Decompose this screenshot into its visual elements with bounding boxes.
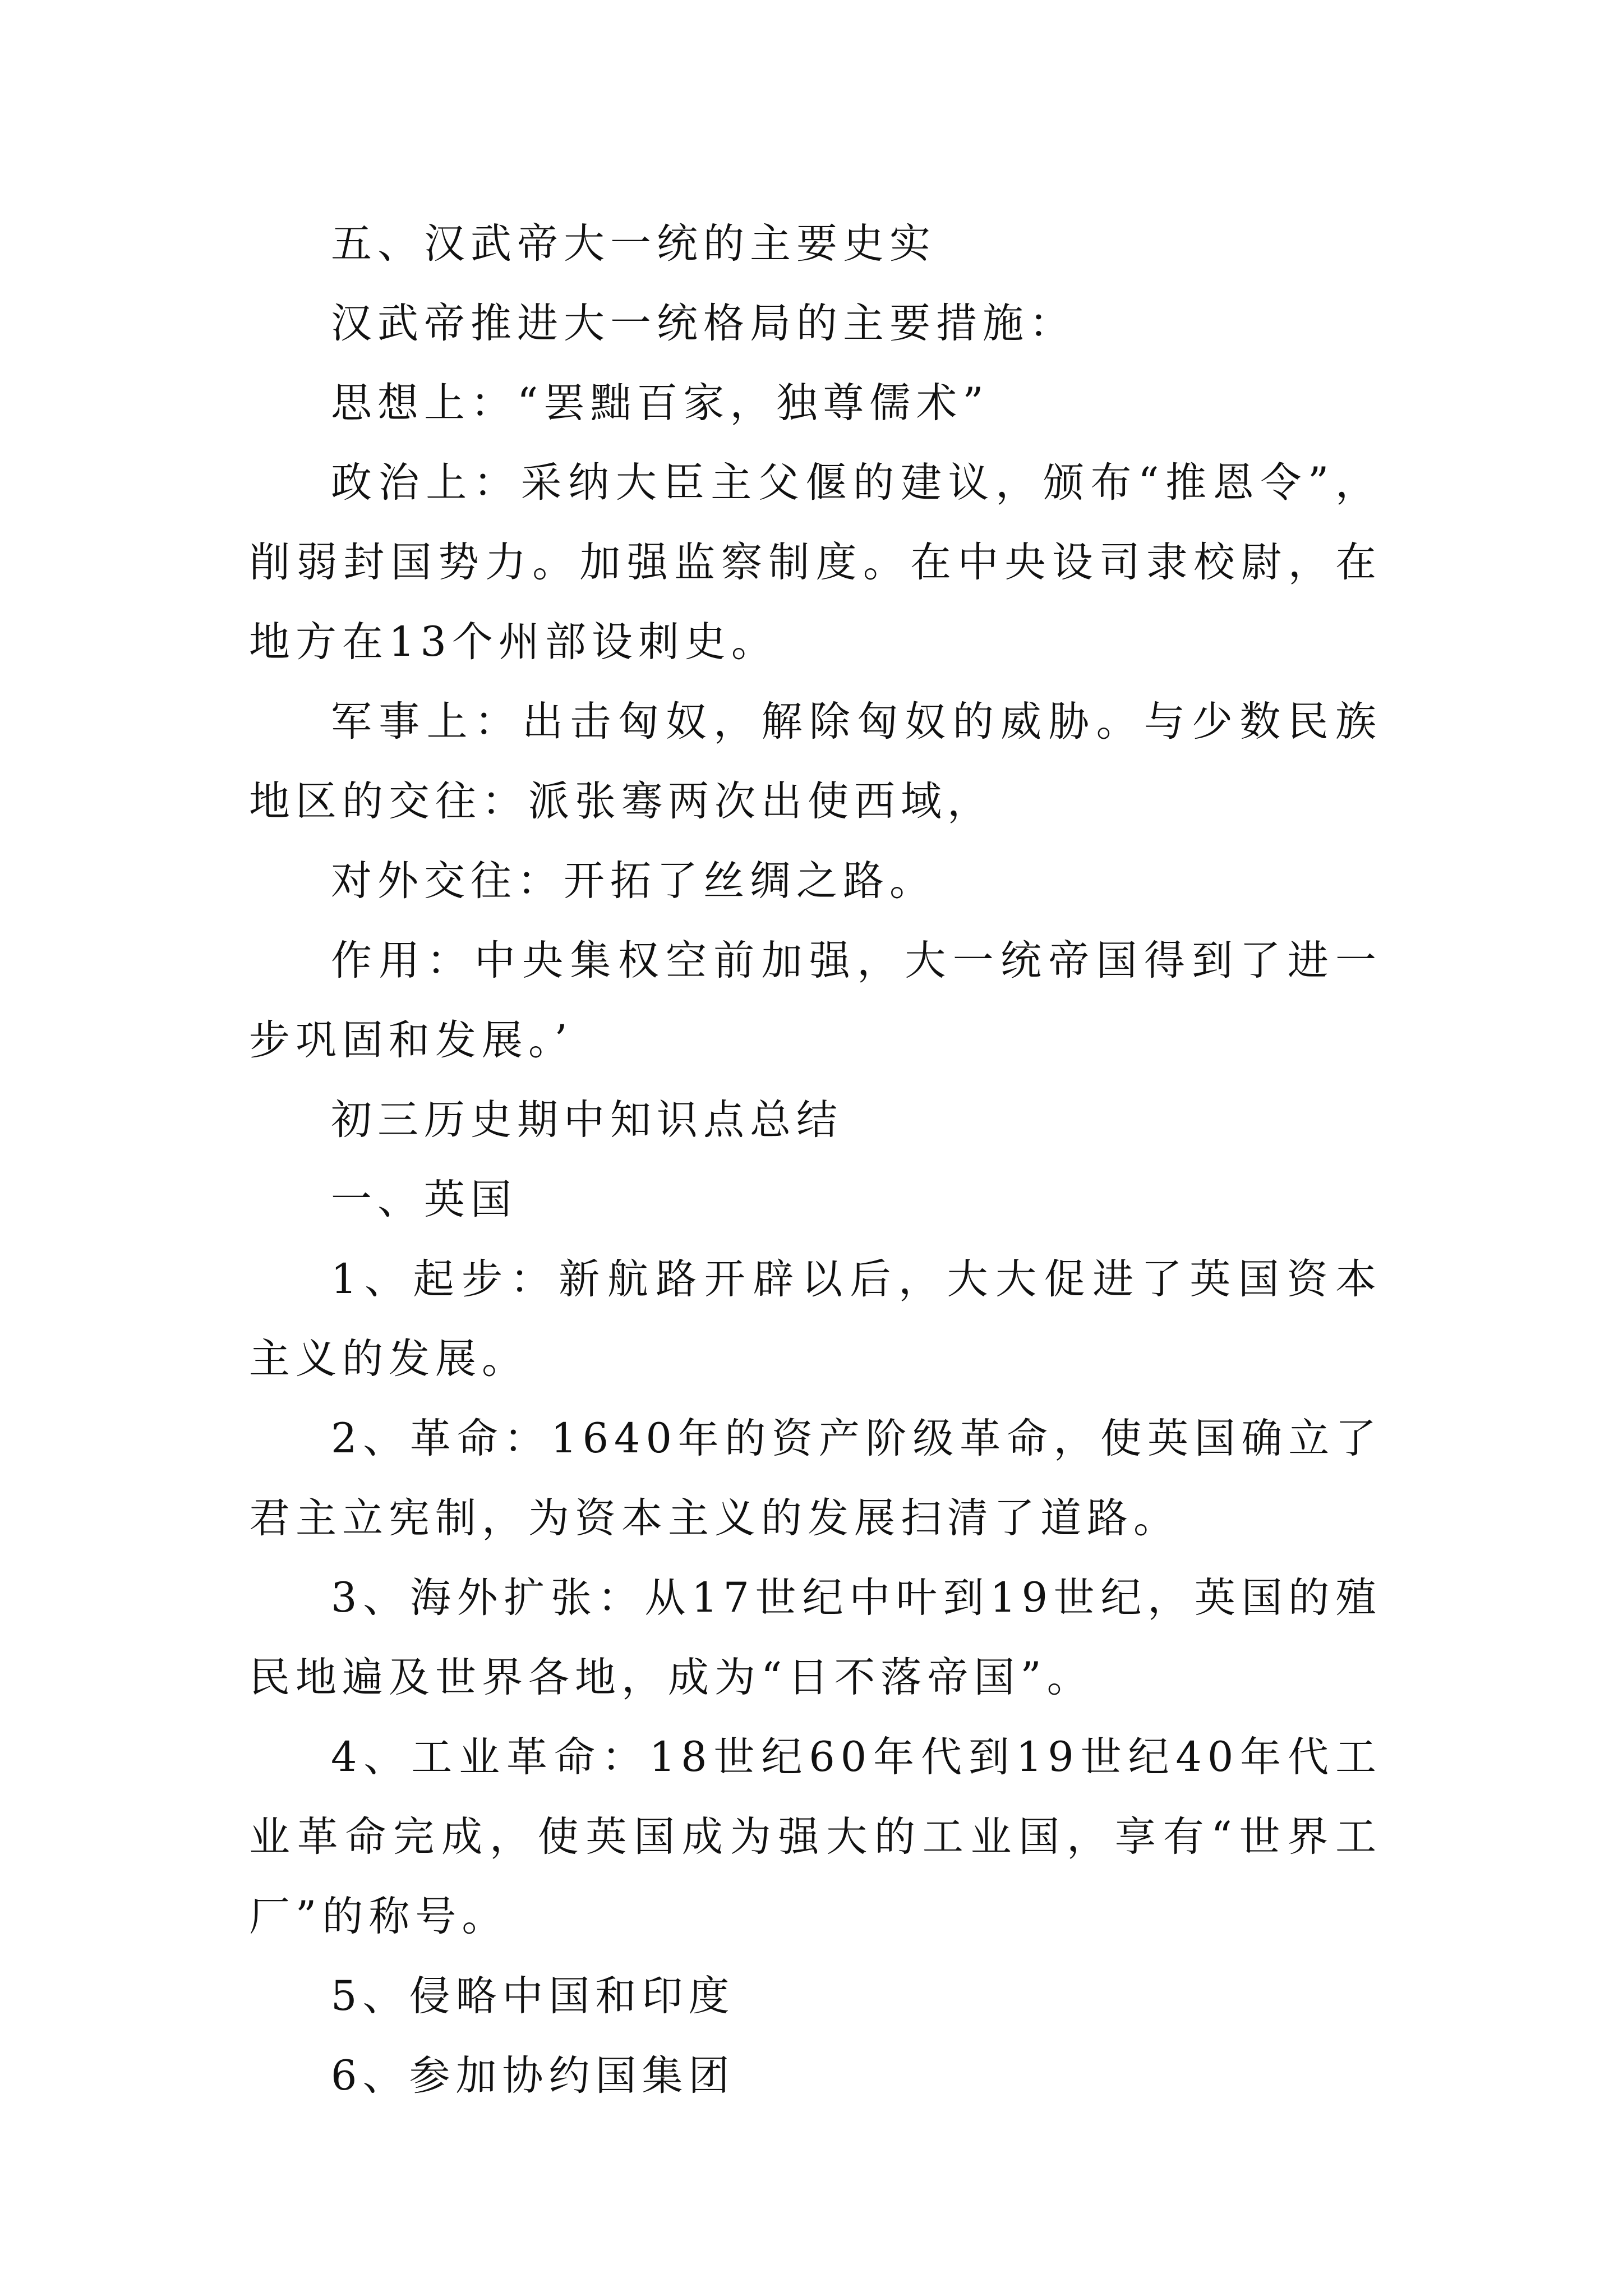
paragraph-foreign-relations: 对外交往：开拓了丝绸之路。 xyxy=(331,857,936,905)
paragraph-military: 军事上：出击匈奴，解除匈奴的威胁。与少数民族地区的交往：派张骞两次出使西域， xyxy=(249,698,1382,825)
section-heading-britain: 一、英国 xyxy=(331,1176,517,1223)
list-item-industrial-revolution: 4、工业革命：18世纪60年代到19世纪40年代工业革命完成，使英国成为强大的工业国，享有“世界工厂”的称号。 xyxy=(249,1733,1382,1940)
section-title-summary: 初三历史期中知识点总结 xyxy=(331,1096,843,1144)
list-item-overseas-expansion: 3、海外扩张：从17世纪中叶到19世纪，英国的殖民地遍及世界各地，成为“日不落帝国”。 xyxy=(249,1574,1382,1701)
list-item-entente: 6、参加协约国集团 xyxy=(331,2052,735,2100)
section-heading-han-wudi: 五、汉武帝大一统的主要史实 xyxy=(331,220,936,268)
list-item-start: 1、起步：新航路开辟以后，大大促进了英国资本主义的发展。 xyxy=(249,1255,1382,1383)
list-item-invasion: 5、侵略中国和印度 xyxy=(331,1972,735,2020)
paragraph-measures-intro: 汉武帝推进大一统格局的主要措施： xyxy=(331,300,1076,347)
paragraph-ideology: 思想上：“罢黜百家，独尊儒术” xyxy=(331,379,989,427)
document-body xyxy=(249,204,1382,2116)
paragraph-politics: 政治上：采纳大臣主父偃的建议，颁布“推恩令”，削弱封国势力。加强监察制度。在中央设司隶校尉，在地方在13个州部设刺史。 xyxy=(249,459,1382,666)
list-item-revolution: 2、革命：1640年的资产阶级革命，使英国确立了君主立宪制，为资本主义的发展扫清了道路。 xyxy=(249,1415,1382,1542)
paragraph-effect: 作用：中央集权空前加强，大一统帝国得到了进一步巩固和发展。’ xyxy=(249,937,1382,1064)
